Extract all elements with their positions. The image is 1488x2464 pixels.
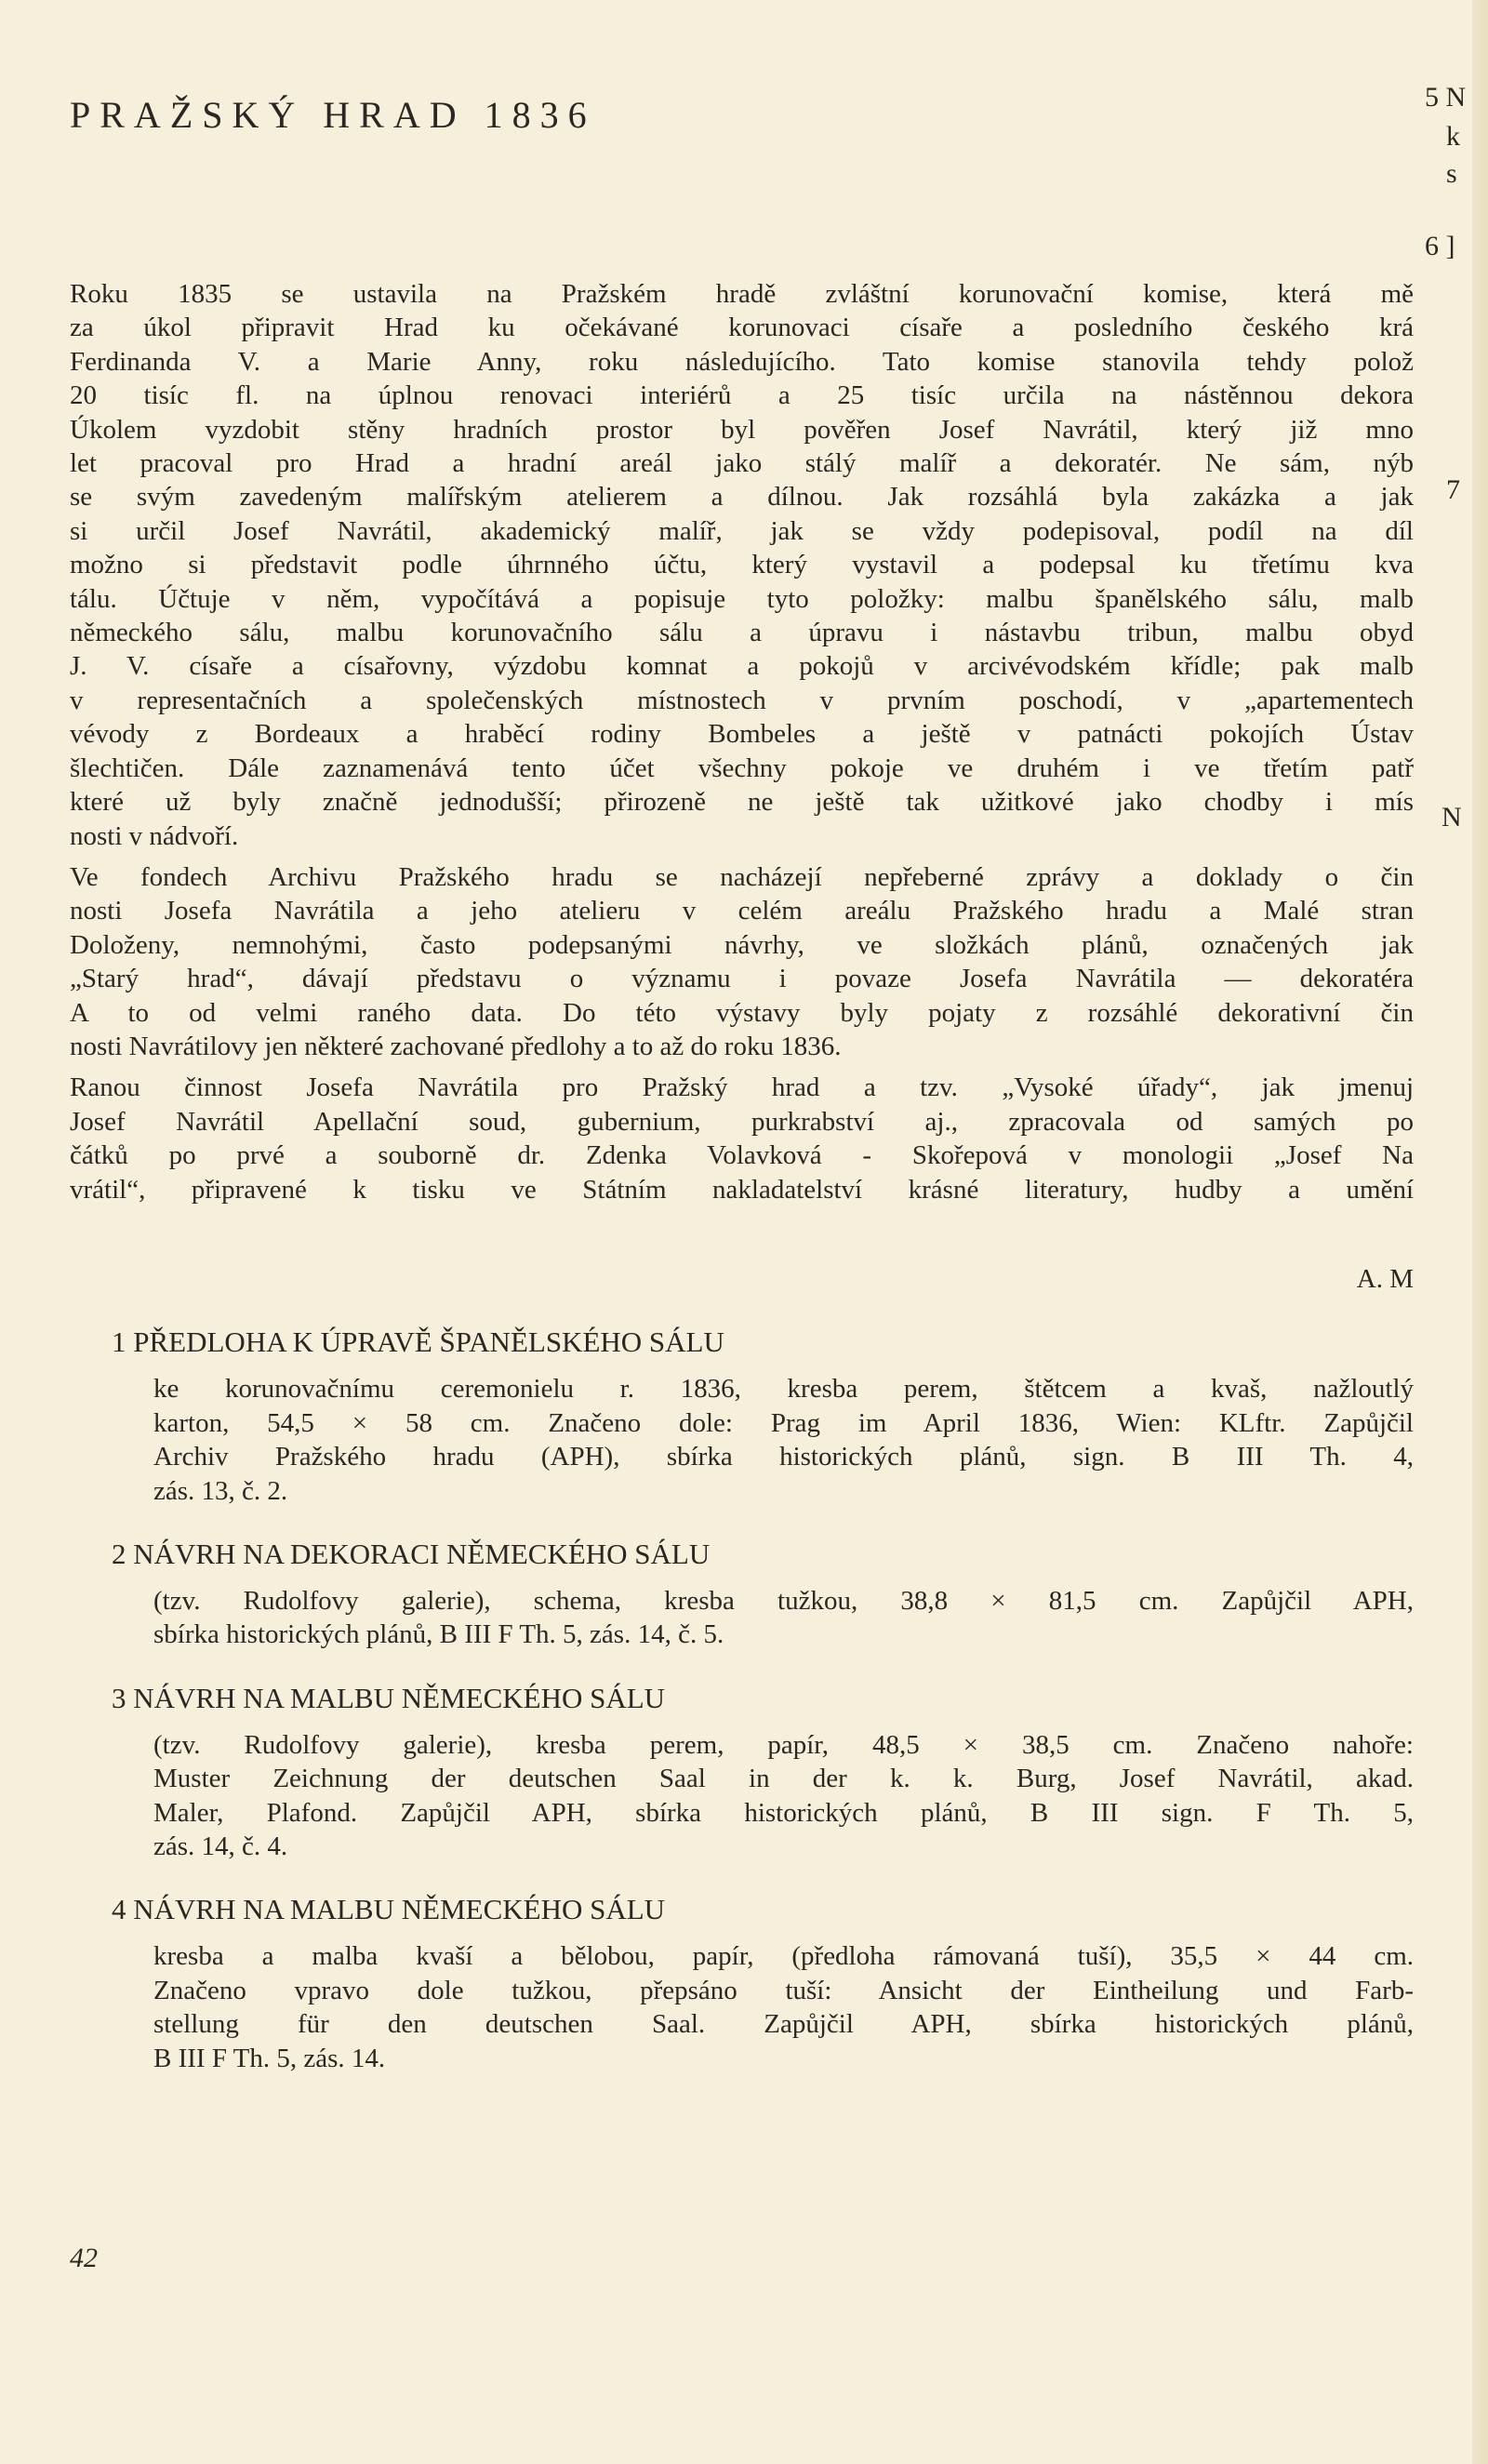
text-line: nosti Josefa Navrátila a jeho atelieru v celém areálu Pražského hradu a Malé stran [70,896,1414,926]
catalogue-item [112,1891,1414,2075]
catalogue-item-heading: 2 NÁVRH NA DEKORACI NĚMECKÉHO SÁLU [112,1538,711,1570]
text-line: Ferdinanda V. a Marie Anny, roku následujícího. Tato komise stanovila tehdy polož [70,346,1414,377]
text-line: možno si představit podle úhrnného účtu, který vystavil a podepsal ku třetímu kva [70,550,1414,580]
text-line: 20 tisíc fl. na úplnou renovaci interiérů a 25 tisíc určila na nástěnnou dekora [70,380,1414,411]
text-line: které už byly značně jednodušší; přirozeně ne ještě tak užitkové jako chodby i mís [70,787,1414,818]
page-body [70,277,1414,2274]
facing-page-fragment: 5 N [1425,82,1467,113]
text-line: německého sálu, malbu korunovačního sálu a úpravu i nástavbu tribun, malbu obyd [70,618,1414,648]
text-line: Doloženy, nemnohými, často podepsanými návrhy, ve složkách plánů, označených jak [70,929,1414,960]
text-line: si určil Josef Navrátil, akademický malíř, jak se vždy podepisoval, podíl na díl [70,515,1414,546]
facing-page-fragment: 6 ] [1425,231,1455,261]
text-line: tálu. Účtuje v něm, vypočítává a popisuje tyto položky: malbu španělského sálu, malb [70,583,1414,614]
text-line: nosti v nádvoří. [70,820,239,851]
text-line: čátků po prvé a souborně dr. Zdenka Volavková - Skořepová v monologii „Josef Na [70,1140,1414,1171]
text-line: v representačních a společenských místnostech v prvním poschodí, v „apartementech [70,685,1414,715]
text-line: Úkolem vyzdobit stěny hradních prostor byl pověřen Josef Navrátil, který již mno [70,414,1414,445]
catalogue-item-heading: 3 NÁVRH NA MALBU NĚMECKÉHO SÁLU [112,1681,666,1714]
text-line: Josef Navrátil Apellační soud, gubernium, purkrabství aj., zpracovala od samých po [70,1106,1414,1137]
intro-text [70,277,1414,1206]
text-line: ke korunovačnímu ceremonielu r. 1836, kresba perem, štětcem a kvaš, nažloutlý [153,1374,1414,1405]
page-gutter-edge [1472,0,1488,2464]
text-line: B III F Th. 5, zás. 14. [153,2043,386,2073]
facing-page-fragment: 7 [1446,474,1460,505]
text-line: (tzv. Rudolfovy galerie), kresba perem, papír, 48,5 × 38,5 cm. Značeno nahoře: [153,1729,1414,1760]
text-line: „Starý hrad“, dávají představu o významu i povaze Josefa Navrátila — dekoratéra [70,964,1414,994]
catalogue [70,1324,1414,2075]
page-title: PRAŽSKÝ HRAD 1836 [70,94,596,136]
text-line: Roku 1835 se ustavila na Pražském hradě zvláštní korunovační komise, která mě [70,279,1414,309]
paragraph [70,277,1414,853]
text-line: stellung für den deutschen Saal. Zapůjčil APH, sbírka historických plánů, [153,2009,1414,2040]
text-line: Muster Zeichnung der deutschen Saal in der k. k. Burg, Josef Navrátil, akad. [153,1764,1414,1794]
text-line: let pracoval pro Hrad a hradní areál jako stálý malíř a dekoratér. Ne sám, nýb [70,448,1414,479]
text-line: zás. 13, č. 2. [153,1475,288,1506]
page-number: 42 [70,2243,98,2274]
paragraph [70,860,1414,1063]
catalogue-item [112,1536,1414,1652]
paragraph [70,1071,1414,1206]
text-line: vrátil“, připravené k tisku ve Státním nakladatelství krásné literatury, hudby a umění [70,1174,1414,1205]
text-line: nosti Navrátilovy jen některé zachované předlohy a to až do roku 1836. [70,1031,842,1061]
catalogue-item-description [153,1372,1414,1508]
text-line: (tzv. Rudolfovy galerie), schema, kresba tužkou, 38,8 × 81,5 cm. Zapůjčil APH, [153,1586,1414,1616]
facing-page-fragment: s [1446,158,1457,189]
text-line: Archiv Pražského hradu (APH), sbírka historických plánů, sign. B III Th. 4, [153,1442,1414,1472]
text-line: se svým zavedeným malířským atelierem a dílnou. Jak rozsáhlá byla zakázka a jak [70,482,1414,513]
facing-page-fragment: k [1446,121,1460,152]
author-signature: A. M [1356,1263,1414,1294]
text-line: zás. 14, č. 4. [153,1831,288,1862]
catalogue-item-description [153,1728,1414,1864]
text-line: J. V. císaře a císařovny, výzdobu komnat a pokojů v arcivévodském křídle; pak malb [70,651,1414,682]
catalogue-item-description [153,1939,1414,2075]
text-line: Ranou činnost Josefa Navrátila pro Pražský hrad a tzv. „Vysoké úřady“, jak jmenuj [70,1072,1414,1103]
catalogue-item-heading: 4 NÁVRH NA MALBU NĚMECKÉHO SÁLU [112,1893,666,1926]
catalogue-item [112,1680,1414,1864]
catalogue-item [112,1324,1414,1508]
text-line: A to od velmi raného data. Do této výstavy byly pojaty z rozsáhlé dekorativní čin [70,997,1414,1028]
text-line: sbírka historických plánů, B III F Th. 5, zás. 14, č. 5. [153,1619,724,1650]
text-line: za úkol připravit Hrad ku očekávané korunovaci císaře a posledního českého krá [70,313,1414,343]
text-line: Ve fondech Archivu Pražského hradu se nacházejí nepřeberné zprávy a doklady o čin [70,861,1414,892]
text-line: karton, 54,5 × 58 cm. Značeno dole: Prag im April 1836, Wien: KLftr. Zapůjčil [153,1407,1414,1438]
facing-page-fragment: N [1442,802,1462,832]
text-line: Značeno vpravo dole tužkou, přepsáno tuší: Ansicht der Eintheilung und Farb- [153,1975,1414,2005]
text-line: vévody z Bordeaux a hraběcí rodiny Bombeles a ještě v patnácti pokojích Ústav [70,719,1414,750]
text-line: Maler, Plafond. Zapůjčil APH, sbírka historických plánů, B III sign. F Th. 5, [153,1797,1414,1828]
catalogue-item-description [153,1584,1414,1652]
text-line: kresba a malba kvaší a bělobou, papír, (předloha rámovaná tuší), 35,5 × 44 cm. [153,1941,1414,1972]
catalogue-item-heading: 1 PŘEDLOHA K ÚPRAVĚ ŠPANĚLSKÉHO SÁLU [112,1325,724,1359]
text-line: šlechtičen. Dále zaznamenává tento účet všechny pokoje ve druhém i ve třetím patř [70,753,1414,783]
